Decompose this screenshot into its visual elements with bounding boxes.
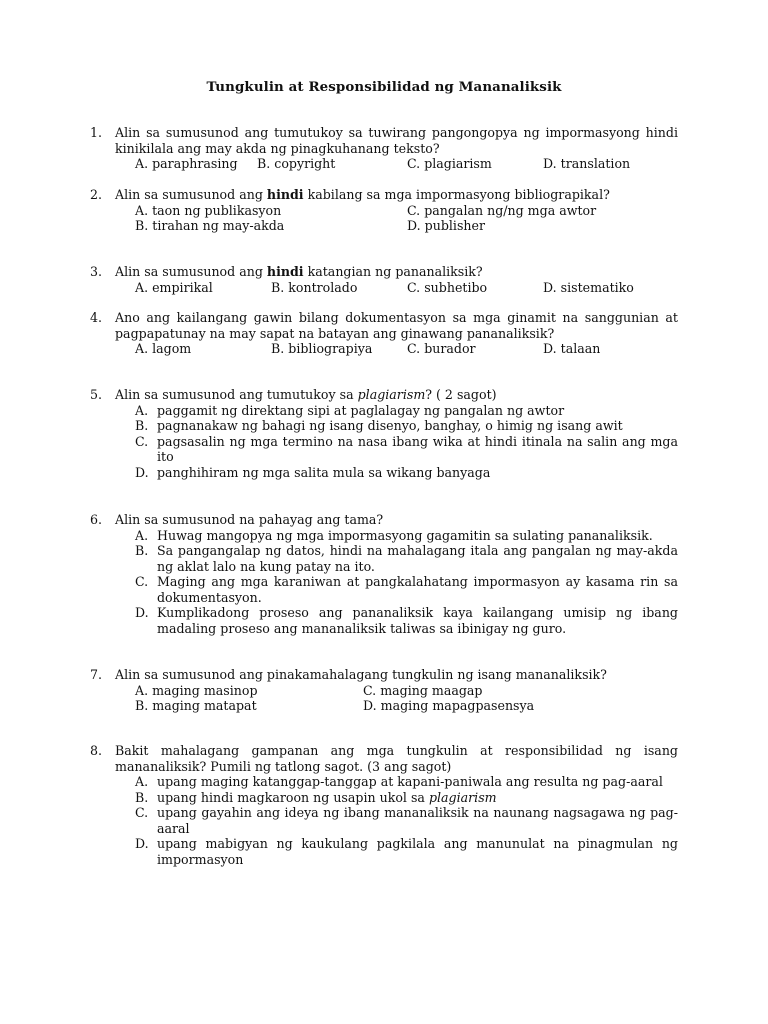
option-a: A. lagom [135, 341, 192, 356]
option-d: D. talaan [543, 341, 601, 356]
options [135, 341, 678, 357]
option-d: D. publisher [407, 218, 485, 233]
option-b: B. Sa pangangalap ng datos, hindi na mahalagang itala ang pangalan ng may-akda ng aklat lalo na kung patay na ito. [135, 543, 678, 574]
question-text: Bakit mahalagang gampanan ang mga tungkulin at responsibilidad ng isang mananaliksik? Pumili ng tatlong sagot. (3 ang sagot) [115, 743, 678, 774]
question-2 [90, 187, 678, 234]
option-c: C. pagsasalin ng mga termino na nasa ibang wika at hindi itinala na salin ang mga ito [135, 433, 678, 464]
options [135, 203, 678, 234]
question-1 [90, 125, 678, 172]
option-d: D. panghihiram ng mga salita mula sa wikang banyaga [135, 464, 491, 480]
option-c: C. pangalan ng/ng mga awtor [407, 202, 597, 218]
option-a: A. maging masinop [135, 682, 258, 698]
page-title: Tungkulin at Responsibilidad ng Mananaliksik [206, 79, 562, 95]
option-b: B. copyright [257, 156, 336, 171]
option-b: B. pagnanakaw ng bahagi ng isang disenyo, banghay, o himig ng isang awit [135, 418, 623, 433]
option-d: D. upang mabigyan ng kaukulang pagkilala ang manunulat na pinagmulan ng impormasyon [135, 836, 678, 867]
option-d: D. sistematiko [543, 279, 634, 295]
option-d: D. maging mapagpasensya [363, 698, 535, 713]
question-text: Ano ang kailangang gawin bilang dokumentasyon sa mga ginamit na sanggunian at pagpapatunay na may sapat na batayan ang ginawang pananaliksik? [115, 310, 678, 341]
option-d: D. translation [543, 156, 631, 171]
option-b: B. tirahan ng may-akda [135, 218, 285, 233]
option-c: C. plagiarism [407, 156, 492, 171]
question-text: Alin sa sumusunod na pahayag ang tama? [115, 512, 384, 527]
option-c: C. upang gayahin ang ideya ng ibang mananaliksik na naunang nagsagawa ng pag- aaral [135, 805, 678, 836]
question-5 [90, 387, 678, 480]
option-a: A. taon ng publikasyon [135, 202, 282, 218]
question-3 [90, 264, 678, 295]
option-b: B. bibliograpiya [271, 341, 373, 356]
options [135, 156, 678, 172]
question-6 [90, 512, 678, 636]
options [135, 683, 678, 714]
options [135, 528, 678, 637]
option-c: C. maging maagap [363, 682, 483, 698]
question-number: 3. [90, 264, 103, 279]
option-a: A. paggamit ng direktang sipi at paglalagay ng pangalan ng awtor [135, 402, 565, 418]
option-a: A. empirikal [135, 279, 213, 295]
option-c: C. burador [407, 341, 476, 356]
options [135, 774, 678, 867]
question-number: 8. [90, 743, 103, 758]
option-a: A. upang maging katanggap-tanggap at kapani-paniwala ang resulta ng pag-aaral [135, 774, 663, 789]
question-4 [90, 310, 678, 357]
question-number: 6. [90, 512, 103, 527]
question-number: 2. [90, 187, 103, 202]
question-number: 1. [90, 125, 103, 140]
question-8 [90, 743, 678, 867]
question-number: 4. [90, 310, 103, 325]
question-text: Alin sa sumusunod ang hindi kabilang sa mga impormasyong bibliograpikal? [115, 187, 610, 202]
option-b: B. kontrolado [271, 279, 358, 295]
question-number: 7. [90, 667, 103, 682]
option-b: B. maging matapat [135, 698, 257, 713]
option-c: C. Maging ang mga karaniwan at pangkalahatang impormasyon ay kasama rin sa dokumentasyon. [135, 574, 678, 605]
option-a: A. paraphrasing [135, 156, 238, 171]
question-text: Alin sa sumusunod ang tumutukoy sa tuwirang pangongopya ng impormasyong hindi kinikilala ang may akda ng pinagkuhanang teksto? [115, 125, 678, 156]
option-a: A. Huwag mangopya ng mga impormasyong gagamitin sa sulating pananaliksik. [135, 527, 653, 543]
option-d: D. Kumplikadong proseso ang pananaliksik kaya kailangang umisip ng ibang madaling proseso ang mananaliksik taliwas sa ibinigay ng guro. [135, 605, 678, 636]
question-7 [90, 667, 678, 714]
question-number: 5. [90, 387, 103, 402]
question-text: Alin sa sumusunod ang hindi katangian ng pananaliksik? [115, 264, 483, 279]
option-b: B. upang hindi magkaroon ng usapin ukol sa plagiarism [135, 789, 497, 805]
option-c: C. subhetibo [407, 279, 488, 295]
question-text: Alin sa sumusunod ang tumutukoy sa plagiarism? ( 2 sagot) [115, 387, 497, 402]
options [135, 280, 678, 296]
options [135, 403, 678, 481]
question-text: Alin sa sumusunod ang pinakamahalagang tungkulin ng isang mananaliksik? [115, 667, 607, 682]
